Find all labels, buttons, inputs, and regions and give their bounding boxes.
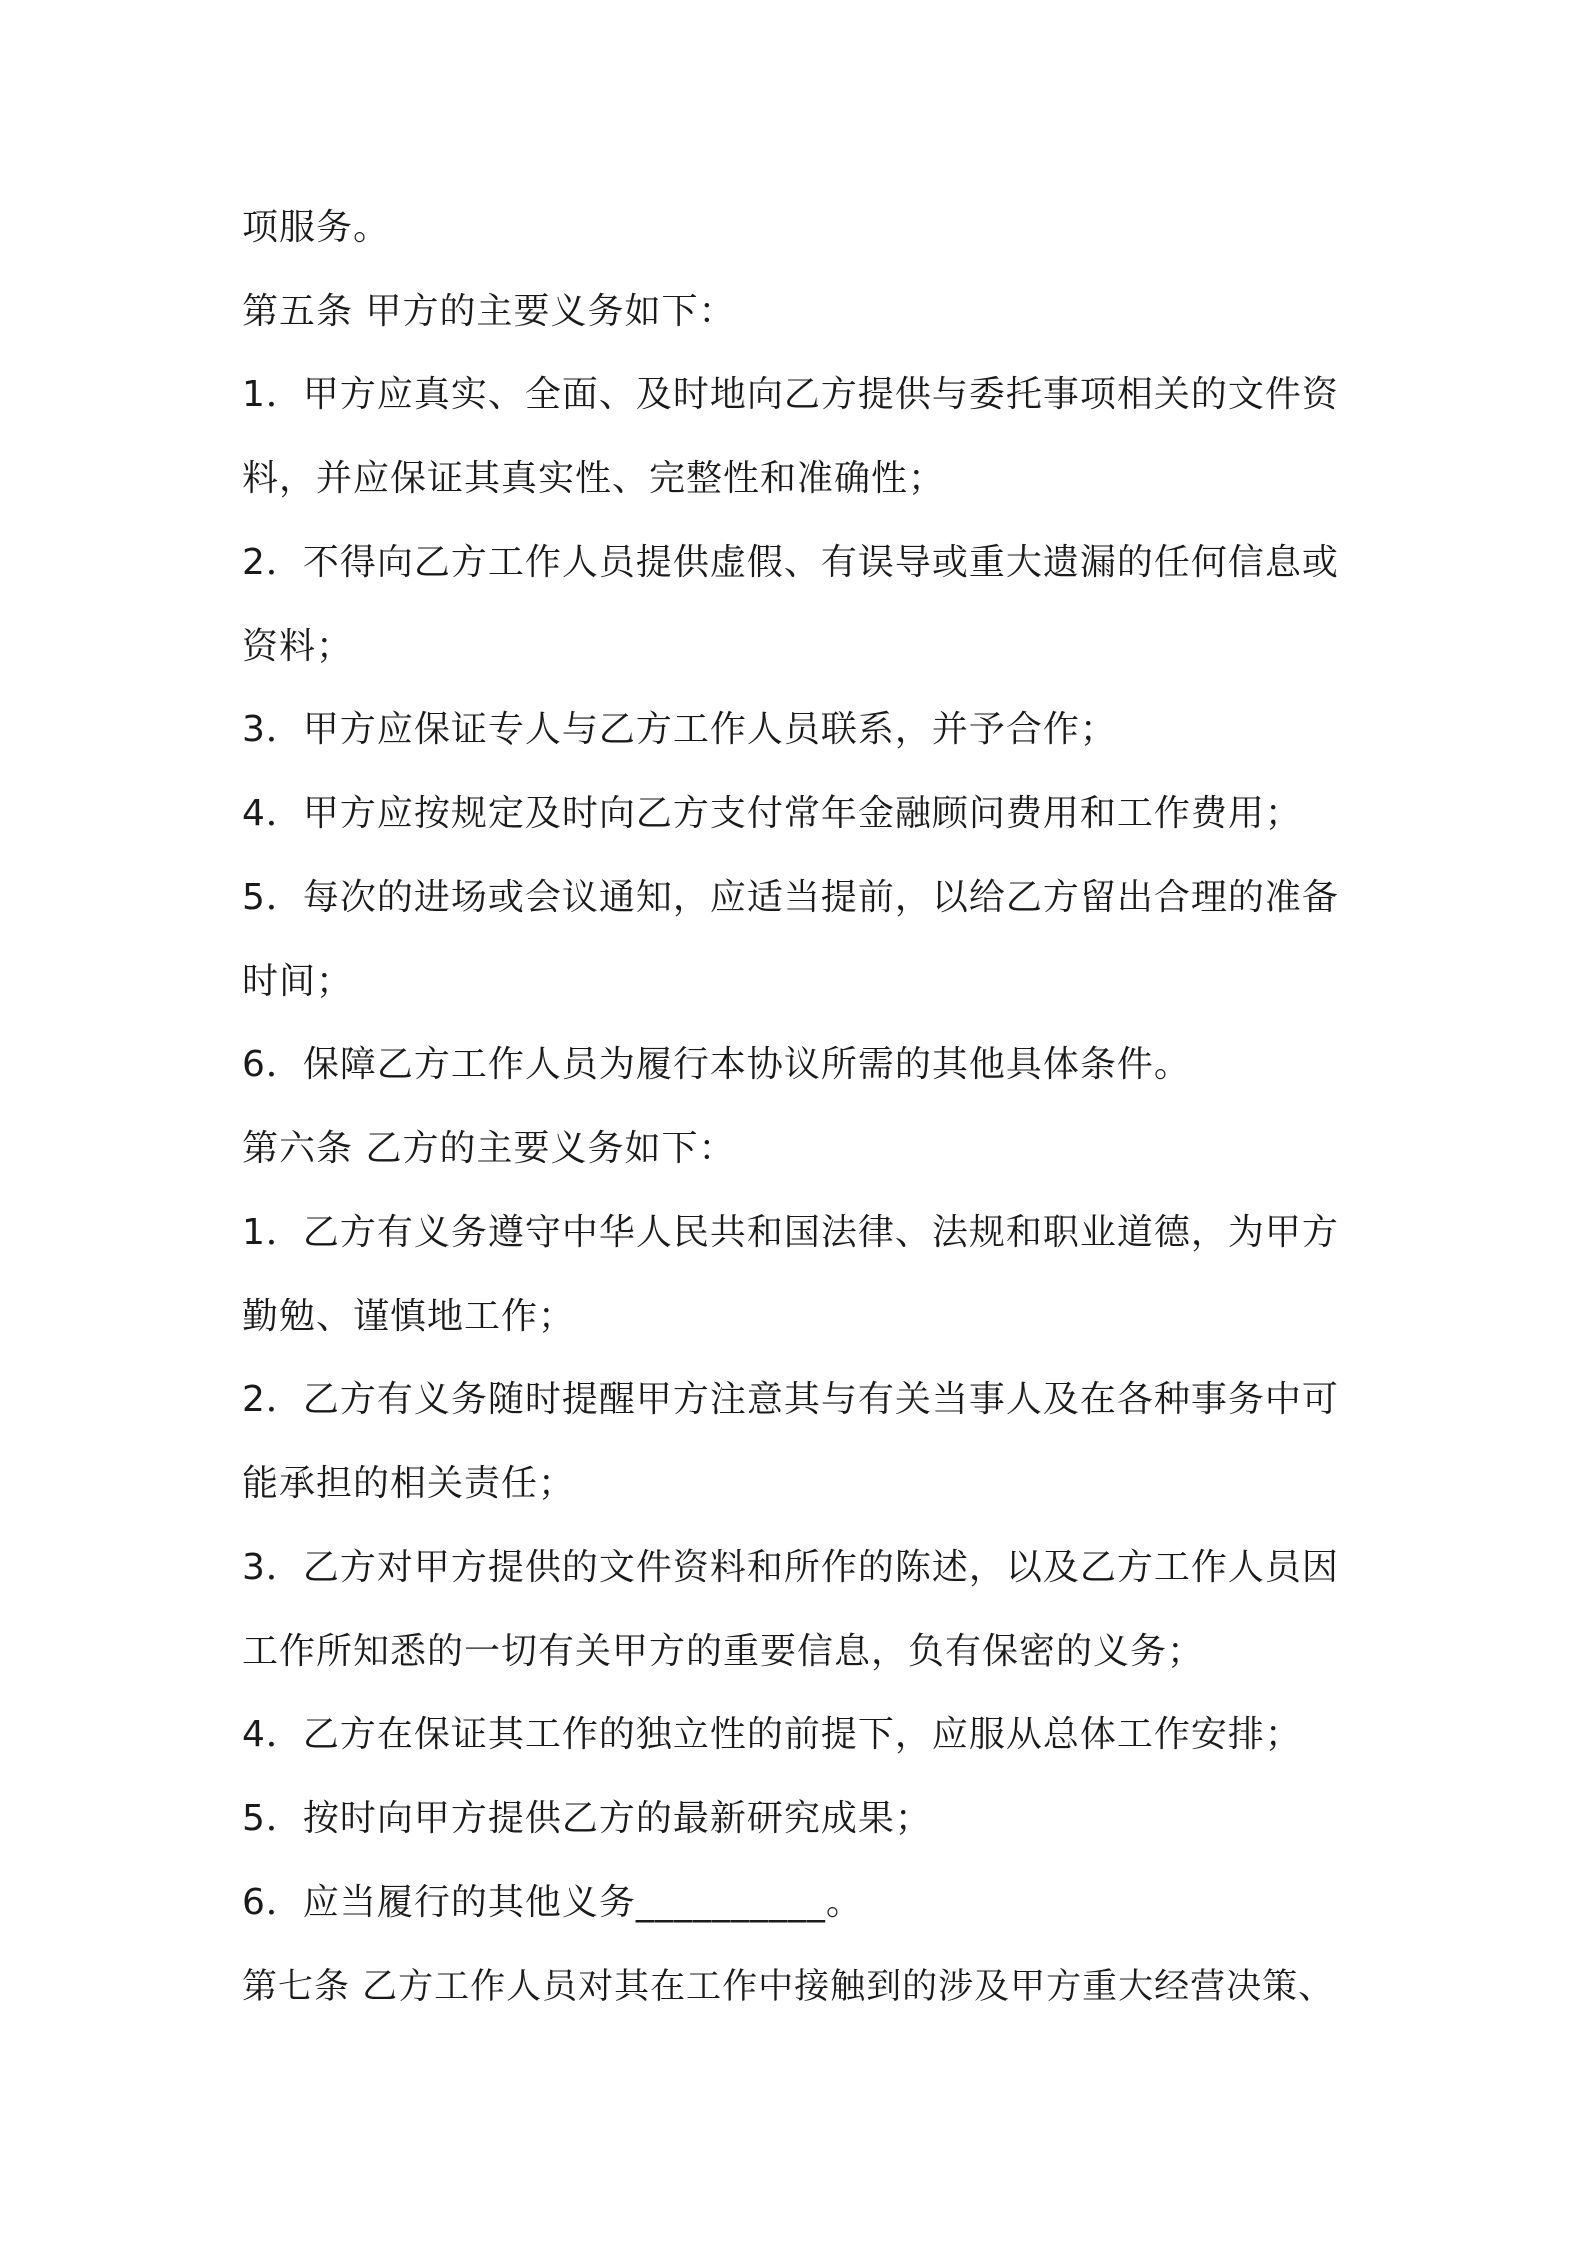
article-6-heading: 第六条 乙方的主要义务如下： <box>242 1128 736 1169</box>
text-line: 4．甲方应按规定及时向乙方支付常年金融顾问费用和工作费用； <box>242 793 1302 834</box>
text-line: 料，并应保证其真实性、完整性和准确性； <box>242 458 946 499</box>
text-line: 4．乙方在保证其工作的独立性的前提下，应服从总体工作安排； <box>242 1714 1302 1755</box>
text-line: 5．按时向甲方提供乙方的最新研究成果； <box>242 1798 932 1839</box>
text-line: 项服务。 <box>242 207 391 248</box>
text-line: 6．保障乙方工作人员为履行本协议所需的其他具体条件。 <box>242 1044 1191 1085</box>
text-line: 能承担的相关责任； <box>242 1463 576 1504</box>
text-line: 2．不得向乙方工作人员提供虚假、有误导或重大遗漏的任何信息或 <box>242 542 1339 583</box>
text-line: 5．每次的进场或会议通知，应适当提前，以给乙方留出合理的准备 <box>242 877 1339 918</box>
text-line: 3．甲方应保证专人与乙方工作人员联系，并予合作； <box>242 709 1117 750</box>
text-line: 1．甲方应真实、全面、及时地向乙方提供与委托事项相关的文件资 <box>242 374 1339 415</box>
text-line: 3．乙方对甲方提供的文件资料和所作的陈述，以及乙方工作人员因 <box>242 1547 1339 1588</box>
text-line: 工作所知悉的一切有关甲方的重要信息，负有保密的义务； <box>242 1631 1205 1672</box>
text-line: 时间； <box>242 961 354 1002</box>
text-line: 6．应当履行的其他义务__________。 <box>242 1882 863 1923</box>
text-line: 勤勉、谨慎地工作； <box>242 1296 576 1337</box>
text-line: 2．乙方有义务随时提醒甲方注意其与有关当事人及在各种事务中可 <box>242 1379 1339 1420</box>
article-5-heading: 第五条 甲方的主要义务如下： <box>242 291 736 332</box>
text-line: 1．乙方有义务遵守中华人民共和国法律、法规和职业道德，为甲方 <box>242 1212 1339 1253</box>
text-line: 资料； <box>242 626 354 667</box>
article-7-heading: 第七条 乙方工作人员对其在工作中接触到的涉及甲方重大经营决策、 <box>242 1967 1335 2007</box>
